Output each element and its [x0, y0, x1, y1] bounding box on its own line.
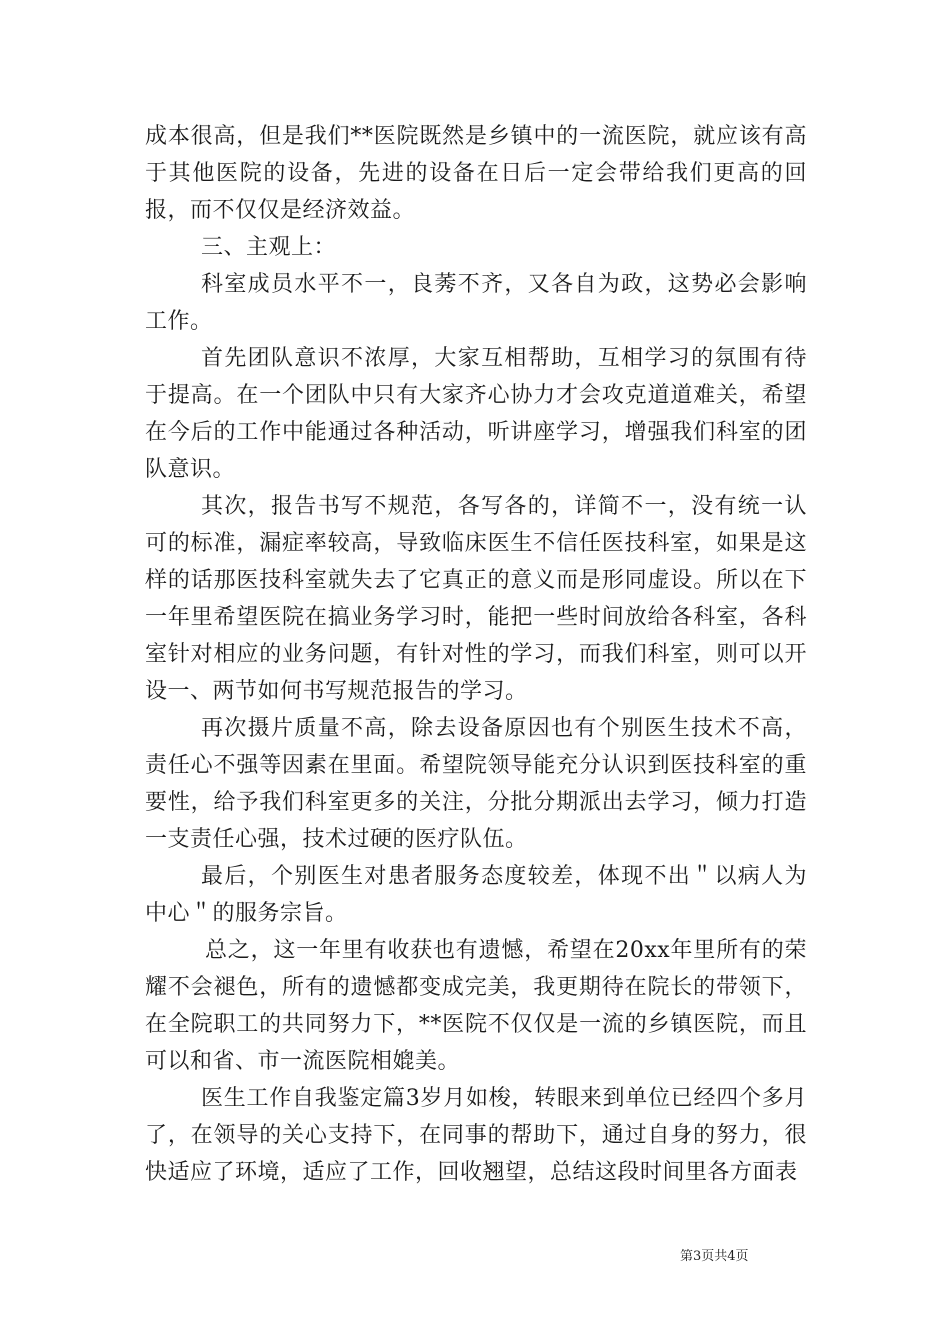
paragraph: 科室成员水平不一，良莠不齐，又各自为政，这势必会影响工作。 [145, 272, 807, 334]
section-heading: 三、主观上： [201, 235, 337, 260]
page-number-footer: 第3页共4页 [680, 1249, 749, 1264]
paragraph: 首先团队意识不浓厚，大家互相帮助，互相学习的氛围有待于提高。在一个团队中只有大家齐心协力才会攻克道道难关，希望在今后的工作中能通过各种活动，听讲座学习，增强我们科室的团队意识。 [145, 346, 807, 482]
document-body [145, 118, 807, 1191]
paragraph: 医生工作自我鉴定篇3岁月如梭，转眼来到单位已经四个多月了，在领导的关心支持下，在同事的帮助下，通过自身的努力，很快适应了环境，适应了工作，回收翘望，总结这段时间里各方面表 [145, 1086, 807, 1185]
paragraph-continuation: 成本很高，但是我们**医院既然是乡镇中的一流医院，就应该有高于其他医院的设备，先进的设备在日后一定会带给我们更高的回报，而不仅仅是经济效益。 [145, 124, 807, 223]
paragraph: 最后，个别医生对患者服务态度较差，体现不出＂以病人为中心＂的服务宗旨。 [145, 864, 807, 926]
paragraph: 总之，这一年里有收获也有遗憾，希望在20xx年里所有的荣耀不会褪色，所有的遗憾都变成完美，我更期待在院长的带领下，在全院职工的共同努力下，**医院不仅仅是一流的乡镇医院，而且可以和省、市一流医院相媲美。 [145, 938, 807, 1074]
paragraph: 其次，报告书写不规范，各写各的，详简不一，没有统一认可的标准，漏症率较高，导致临床医生不信任医技科室，如果是这样的话那医技科室就失去了它真正的意义而是形同虚设。所以在下一年里希望医院在搞业务学习时，能把一些时间放给各科室，各科室针对相应的业务问题，有针对性的学习，而我们科室，则可以开设一、两节如何书写规范报告的学习。 [145, 494, 807, 704]
paragraph: 再次摄片质量不高，除去设备原因也有个别医生技术不高，责任心不强等因素在里面。希望院领导能充分认识到医技科室的重要性，给予我们科室更多的关注，分批分期派出去学习，倾力打造一支责任心强，技术过硬的医疗队伍。 [145, 716, 807, 852]
